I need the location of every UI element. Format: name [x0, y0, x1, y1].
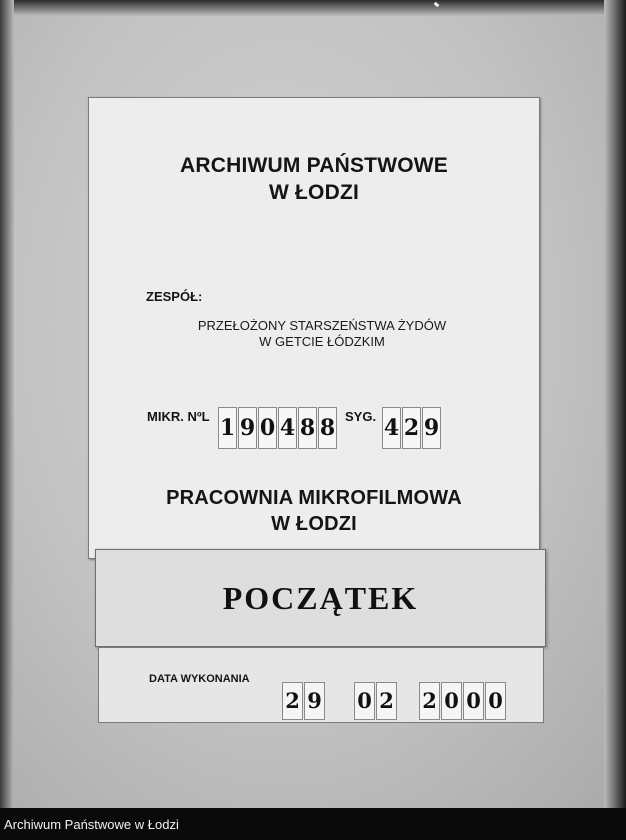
date-digit: 2: [376, 682, 397, 720]
caption-text: Archiwum Państwowe w Łodzi: [4, 817, 179, 832]
mikr-digit: 0: [258, 407, 277, 449]
film-edge-top: [0, 0, 626, 16]
mikr-digit: 8: [298, 407, 317, 449]
archive-title-line1: ARCHIWUM PAŃSTWOWE: [179, 154, 448, 177]
zespol-name-line1: PRZEŁOŻONY STARSZEŃSTWA ŻYDÓW: [197, 318, 447, 333]
date-label: DATA WYKONANIA: [149, 673, 250, 685]
film-edge-right: [604, 0, 626, 808]
date-digit: 2: [282, 682, 303, 720]
date-digit: 0: [485, 682, 506, 720]
date-panel: [98, 647, 544, 723]
syg-digit: 4: [382, 407, 401, 449]
date-day-stamp: [282, 682, 326, 720]
date-year-stamp: [419, 682, 507, 720]
syg-digit: 2: [402, 407, 421, 449]
zespol-name-line2: W GETCIE ŁÓDZKIM: [259, 334, 385, 349]
mikr-number-stamp: [218, 407, 338, 449]
mikr-digit: 8: [318, 407, 337, 449]
syg-digit: 9: [422, 407, 441, 449]
syg-label: SYG.: [345, 409, 377, 424]
archive-card: [88, 97, 540, 559]
film-edge-left: [0, 0, 14, 808]
date-digit: 2: [419, 682, 440, 720]
syg-number-stamp: [382, 407, 442, 449]
date-digit: 9: [304, 682, 325, 720]
mikr-digit: 9: [238, 407, 257, 449]
start-label: POCZĄTEK: [222, 580, 419, 616]
date-digit: 0: [354, 682, 375, 720]
mikr-label: MIKR. NºL: [147, 409, 210, 424]
zespol-label: ZESPÓŁ:: [146, 289, 203, 304]
archive-title-line2: W ŁODZI: [268, 181, 360, 204]
lab-name-line1: PRACOWNIA MIKROFILMOWA: [166, 487, 462, 509]
date-digit: 0: [441, 682, 462, 720]
lab-name-line2: W ŁODZI: [271, 513, 357, 535]
caption-bar: [0, 808, 626, 840]
mikr-digit: 4: [278, 407, 297, 449]
date-month-stamp: [354, 682, 398, 720]
mikr-digit: 1: [218, 407, 237, 449]
date-digit: 0: [463, 682, 484, 720]
start-band: [95, 549, 546, 647]
